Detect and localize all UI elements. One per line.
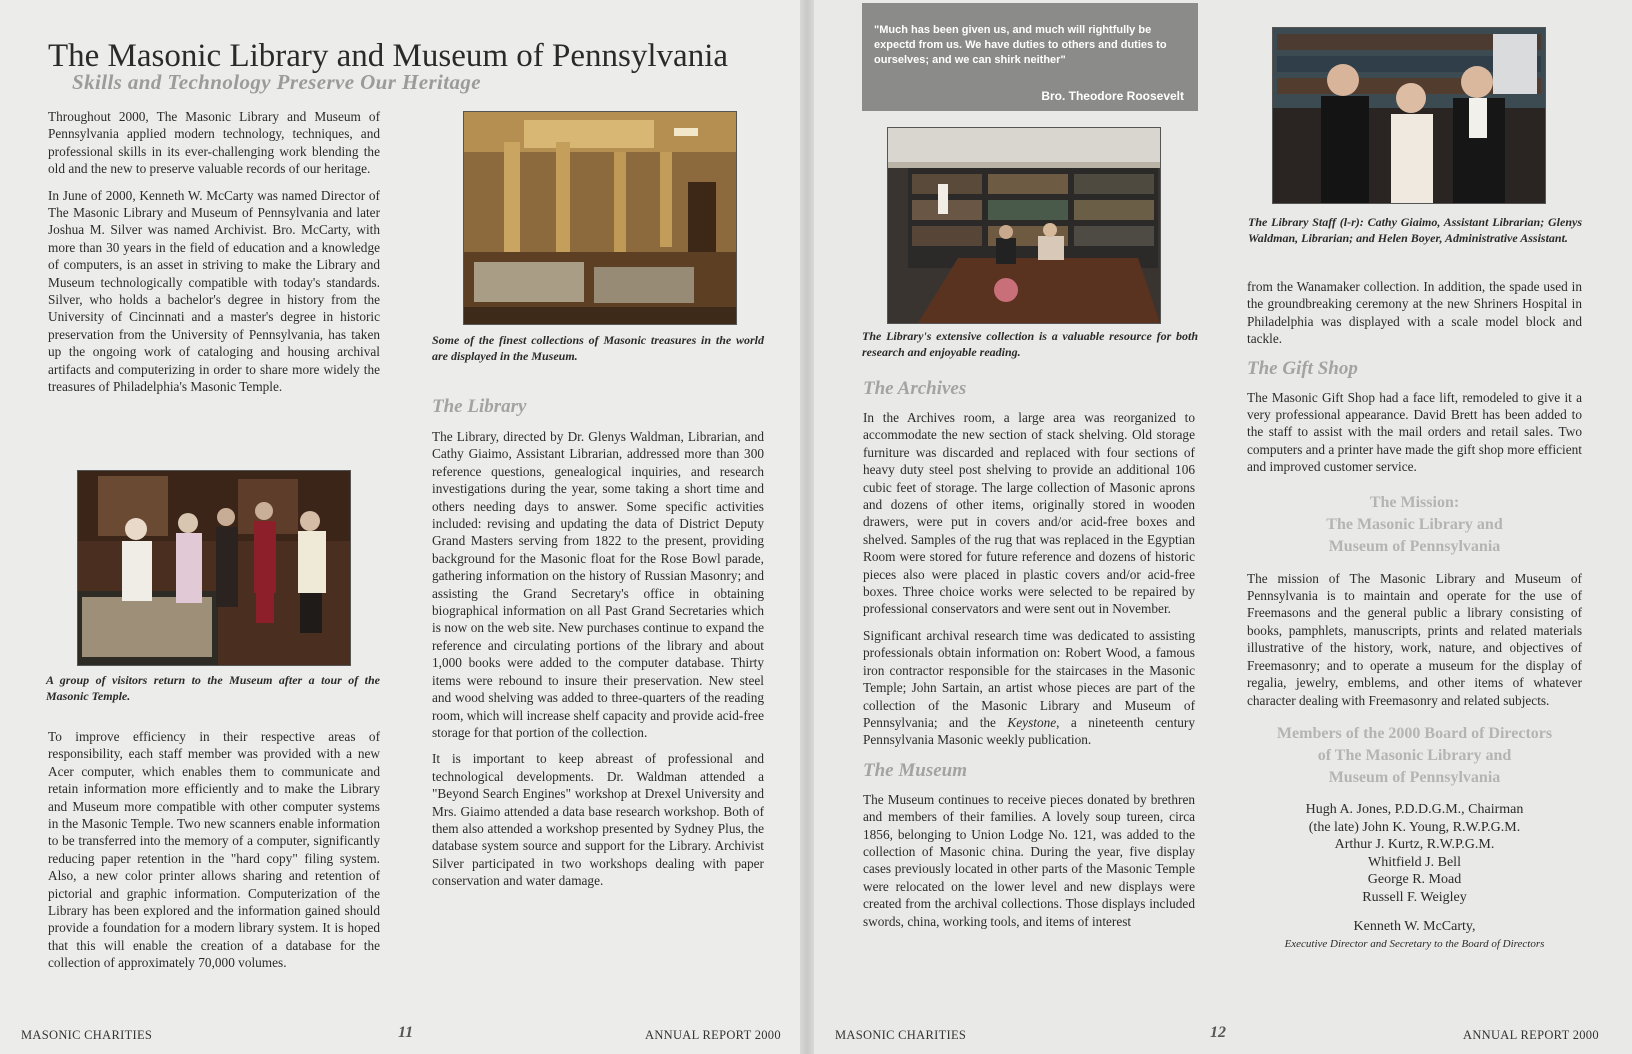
wanamaker-paragraph: from the Wanamaker collection. In addition, the spade used in the groundbreaking ceremony at the new Shriners Hospital in Philadelphia was displayed with a scale model block and tackle. <box>1247 279 1582 347</box>
board-member: Hugh A. Jones, P.D.D.G.M., Chairman <box>1305 801 1524 817</box>
library-collection-photo <box>887 127 1161 324</box>
development-paragraph: It is important to keep abreast of professional and technological developments. Dr. Waldman attended a "Beyond Search Engines" workshop at Drexel University and Mrs. Giaimo attended a data base research workshop. Both of them also attended a workshop presented by Sydney Plus, the database system source and support for the Library. Archivist Silver participated in two workshops dealing with paper conservation and water damage. <box>432 751 764 889</box>
gift-shop-heading: The Gift Shop <box>1247 357 1358 379</box>
page-number-left: 11 <box>398 1024 414 1041</box>
left-column-bottom <box>48 728 380 972</box>
right-column-one <box>863 378 1195 930</box>
library-paragraph: The Library, directed by Dr. Glenys Waldman, Librarian, and Cathy Giaimo, Assistant Librarian, addressed more than 300 reference questions, genealogical inquiries, and research investigations during the year, some taking a short time and others needing days to answer. Some specific activities included: revising and updating the data of District Deputy Grand Masters serving from 1822 to the present, providing background for the Masonic float for the Rose Bowl parade, gathering information on the history of Russian Masonry; and assisting the Grand Secretary's office in obtaining biographical information on all Past Grand Secretaries which is now on the web site. New purchases continue to expand the reference and circulating portions of the library and about 1,000 books were added to the computer database. Thirty items were rebound to insure their preservation. New steel and wood shelving was added to three-quarters of the reading room, which will increase shelf capacity and provide acid-free storage for that portion of the collection. <box>432 429 764 740</box>
board-member: Whitfield J. Bell <box>1368 854 1461 870</box>
museum-photo-caption: Some of the finest collections of Masonic treasures in the world are displayed in the Museum. <box>432 333 764 363</box>
footer-right-report: ANNUAL REPORT 2000 <box>1463 1028 1599 1042</box>
museum-hall-photo <box>463 111 737 325</box>
visitors-photo-caption: A group of visitors return to the Museum after a tour of the Masonic Temple. <box>46 673 380 703</box>
keystone-title: Keystone <box>1007 714 1057 730</box>
research-paragraph <box>863 627 1195 749</box>
roosevelt-quote: "Much has been given us, and much will rightfully be expectd from us. We have duties to others and duties to ourselves; and we can shirk neither" <box>874 24 1167 66</box>
staff-photo-caption-wrap <box>1248 214 1582 246</box>
archives-paragraph: In the Archives room, a large area was reorganized to accommodate the new section of stack shelving. Old storage furniture was discarded and replaced with four sections of heavy duty steel post shelving to provide an additional 106 cubic feet of storage. The large collection of Masonic aprons and dozens of other items, originally stored in wooden drawers, were put in covers and/or acid-free boxes and shelved. Samples of the rug that was replaced in the Egyptian Room were stored for future reference and dozens of historic pieces also were placed in plastic covers and/or acid-free boxes. Three choice works were selected to be repaired by professional conservators and were sent out in November. <box>863 410 1195 617</box>
board-member: Russell F. Weigley <box>1362 889 1467 905</box>
board-heading-line3: Museum of Pennsylvania <box>1328 768 1501 786</box>
quote-author: Bro. Theodore Roosevelt <box>1041 89 1184 103</box>
board-heading-line1: Members of the 2000 Board of Directors <box>1276 724 1553 742</box>
research-text-end: , a nineteenth century Pennsylvania Masonic weekly publication. <box>863 714 1195 748</box>
left-column-top <box>48 108 380 396</box>
director-paragraph: In June of 2000, Kenneth W. McCarty was named Director of The Masonic Library and Museum of Pennsylvania and later Joshua M. Silver was named Archivist. Bro. McCarty, with more than 30 years in the field of education and a knowledge of computers, is an asset in striving to make the Library and Museum technologically compatible with today's standards. Silver, who holds a bachelor's degree in history from the University of Cincinnati and a master's degree in historic preservation from the University of Pennsylvania, has taken up the ongoing work of cataloging and housing archival artifacts and computerizing in order to share more widely the treasures of Philadelphia's Masonic Temple. <box>48 187 380 395</box>
efficiency-paragraph: To improve efficiency in their respective areas of responsibility, each staff member was provided with a new Acer computer, which enables them to communicate and retain information more efficiently and to make the Library and Museum more compatible with other computer systems in the Masonic Temple. Two new scanners enable information to be transferred into the memory of a computer, significantly reducing paper retention in the "hard copy" filing system. Also, a new color printer allows sharing and retention of pictorial and graphic information. Computerization of the Library has been explored and the information gained should provide a foundation for a modern library system. It is hoped that this will enable the creation of a database for the collection of approximately 70,000 volumes. <box>48 729 380 971</box>
mission-heading-line1: The Mission: <box>1369 493 1460 511</box>
museum-photo-caption-wrap <box>432 332 764 364</box>
museum-paragraph: The Museum continues to receive pieces donated by brethren and members of their families. A lovely soup tureen, circa 1856, belonging to Union Lodge No. 121, was added to the collection of Masonic china. During the year, five display cases previously located in other parts of the Masonic Temple were relocated on the lower level and new displays were created from the archival collections. Those displays included swords, china, working tools, and items of interest <box>863 791 1195 929</box>
collection-photo-caption: The Library's extensive collection is a valuable resource for both research and enjoyable reading. <box>862 329 1198 359</box>
archives-heading: The Archives <box>863 378 967 399</box>
page-number-right: 12 <box>1210 1024 1226 1041</box>
board-heading-line2: of The Masonic Library and <box>1317 746 1512 764</box>
mission-heading-line3: Museum of Pennsylvania <box>1328 537 1501 555</box>
library-heading: The Library <box>432 396 527 417</box>
left-column-two <box>432 396 764 890</box>
staff-photo-caption: The Library Staff (l-r): Cathy Giaimo, Assistant Librarian; Glenys Waldman, Librarian; and Helen Boyer, Administrative Assistant. <box>1248 215 1582 245</box>
board-member: George R. Moad <box>1367 872 1462 888</box>
page-subtitle: Skills and Technology Preserve Our Heritage <box>72 70 482 94</box>
visitors-photo-caption-wrap <box>46 672 380 704</box>
gift-shop-paragraph: The Masonic Gift Shop had a face lift, remodeled to give it a very professional appearance. David Brett has been added to the staff to assist with the mail orders and retail sales. Two computers and a printer have made the gift shop more efficient and improved customer service. <box>1247 389 1582 475</box>
director-name: Kenneth W. McCarty, <box>1353 919 1476 935</box>
page-title: The Masonic Library and Museum of Pennsylvania <box>48 38 729 74</box>
visitors-photo <box>77 470 351 666</box>
mission-heading-line2: The Masonic Library and <box>1326 515 1503 533</box>
mission-paragraph: The mission of The Masonic Library and Museum of Pennsylvania is to maintain and operate for the use of Freemasons and the general public a library consisting of books, pamphlets, manuscripts, prints and related materials illustrative of the history, work, nature, and objectives of Freemasonry; and to operate a museum for the display of regalia, jewelry, emblems, and other items of whatever character dealing with Freemasonry and related subjects. <box>1247 570 1582 708</box>
board-member: Arthur J. Kurtz, R.W.P.G.M. <box>1334 837 1495 853</box>
intro-paragraph: Throughout 2000, The Masonic Library and Museum of Pennsylvania applied modern technology, techniques, and professional skills in its ever-challenging work blending the old and the new to preserve valuable records of our heritage. <box>48 109 380 177</box>
footer-right-charities: MASONIC CHARITIES <box>835 1028 967 1042</box>
page-gutter <box>800 0 814 1054</box>
library-staff-photo <box>1272 27 1546 204</box>
right-column-two <box>1247 278 1582 954</box>
collection-photo-caption-wrap <box>862 328 1198 360</box>
footer-left-charities: MASONIC CHARITIES <box>21 1028 153 1042</box>
museum-heading: The Museum <box>863 759 967 781</box>
director-title: Executive Director and Secretary to the Board of Directors <box>1284 938 1545 951</box>
board-member: (the late) John K. Young, R.W.P.G.M. <box>1308 819 1521 835</box>
board-member-list <box>1247 801 1582 954</box>
footer-left-report: ANNUAL REPORT 2000 <box>645 1028 781 1042</box>
quote-box <box>862 3 1198 111</box>
research-text-start: Significant archival research time was dedicated to assisting professionals obtain information on: Robert Wood, a famous iron contractor responsible for the staircases in the Masonic Temple; John Sartain, an artist whose pieces are part of the collection of the Masonic Library and Museum of Pennsylvania; and the <box>863 627 1195 730</box>
